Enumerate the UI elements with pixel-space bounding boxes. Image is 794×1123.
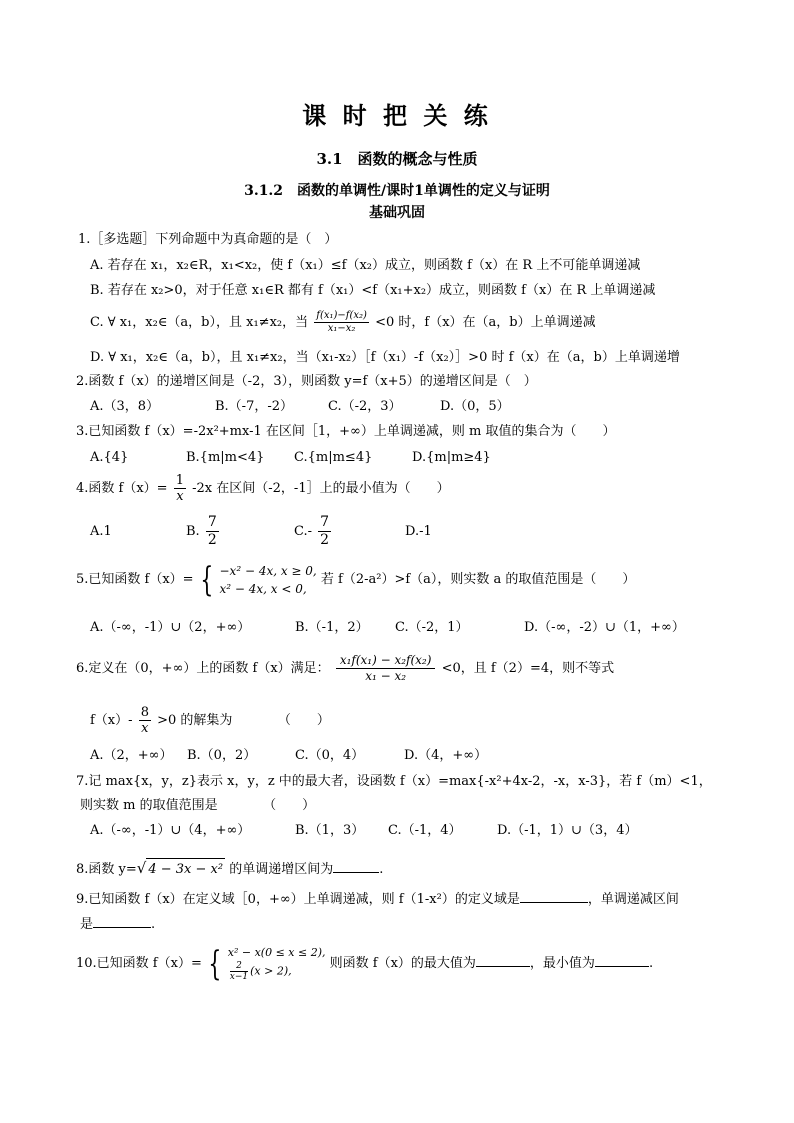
q5-case-2: x² − 4x, x < 0, (219, 581, 307, 596)
q4-option-b (186, 512, 221, 552)
q9-line2-pre: 是 (80, 917, 94, 932)
q9-stem (76, 890, 679, 908)
q3-option-b: B.{m|m<4} (186, 450, 265, 465)
answer-blank[interactable] (595, 954, 649, 967)
q5-piecewise (220, 562, 317, 598)
q8-radicand: 4 − 3x − x² (146, 858, 225, 881)
q8-post: 的单调递增区间为 (229, 862, 334, 877)
fraction-denominator: x (176, 489, 184, 504)
q2-option-b: B.（-7，-2） (215, 399, 294, 414)
q6-option-c: C.（0，4） (295, 748, 365, 763)
q5-stem (76, 558, 635, 602)
q1-option-b: B. 若存在 x₂>0，对于任意 x₁∈R 都有 f（x₁）<f（x₁+x₂）成立，则函数 f（x）在 R 上单调递减 (90, 283, 656, 298)
q8-pre: 8.函数 y= (76, 862, 137, 877)
subsection-heading: 3.1.2 函数的单调性/课时1单调性的定义与证明 (244, 183, 550, 199)
fraction-numerator: 7 (207, 514, 217, 530)
answer-blank[interactable] (476, 954, 530, 967)
q3-stem: 3.已知函数 f（x）=-2x²+mx-1 在区间［1，+∞）上单调递减，则 m 取值的集合为（ ） (76, 424, 616, 439)
q3-option-d: D.{m|m≥4} (412, 450, 491, 465)
q2-option-a: A.（3，8） (90, 399, 160, 414)
answer-blank[interactable] (520, 890, 588, 903)
q6-stem-post: <0，且 f（2）=4，则不等式 (441, 661, 615, 676)
q2-option-c: C.（-2，3） (328, 399, 402, 414)
fraction-numerator: f(x₁)−f(x₂) (316, 310, 367, 321)
q6-line2-post: >0 的解集为 （ ） (157, 713, 330, 728)
part-heading: 基础巩固 (369, 205, 425, 221)
q9-line1-pre: 9.已知函数 f（x）在定义域［0，+∞）上单调递减，则 f（1-x²）的定义域是 (76, 892, 520, 907)
section-heading: 3.1 函数的概念与性质 (316, 150, 478, 168)
fraction-numerator: 8 (140, 705, 149, 720)
q4-option-c (294, 512, 333, 552)
q1-option-c-fraction (314, 310, 369, 335)
left-brace: { (200, 559, 214, 600)
answer-blank[interactable] (333, 860, 379, 873)
q10-piecewise (228, 945, 326, 982)
q3-option-a: A.{4} (90, 450, 129, 465)
q5-case-1: −x² − 4x, x ≥ 0, (219, 563, 317, 578)
q5-option-b: B.（-1，2） (295, 620, 369, 635)
q5-option-a: A.（-∞，-1）∪（2，+∞） (90, 620, 251, 635)
answer-blank[interactable] (93, 915, 151, 928)
q5-stem-pre: 5.已知函数 f（x）= (76, 572, 194, 587)
q1-option-d: D. ∀ x₁，x₂∈（a，b），且 x₁≠x₂，当（x₁-x₂）［f（x₁）-f（x₂）］>0 时 f（x）在（a，b）上单调递增 (90, 350, 680, 365)
left-brace: { (208, 943, 222, 984)
fraction-denominator: x (141, 721, 149, 736)
page-title: 课 时 把 关 练 (302, 101, 492, 130)
fraction-numerator: 1 (175, 473, 184, 488)
q10-case-2 (228, 961, 326, 982)
fraction-denominator: 2 (207, 532, 217, 548)
fraction-denominator: x−1 (229, 972, 249, 982)
q10-pre: 10.已知函数 f（x）= (76, 956, 202, 971)
q4-stem-pre: 4.函数 f（x）= (76, 481, 168, 496)
q10-case-2-fraction (230, 961, 248, 982)
q2-stem: 2.函数 f（x）的递增区间是（-2，3），则函数 y=f（x+5）的递增区间是（ ） (76, 374, 537, 389)
q10-case-1: x² − x(0 ≤ x ≤ 2), (227, 946, 326, 959)
q1-option-c (90, 308, 596, 338)
q4-option-a: A.1 (90, 524, 112, 539)
q6-option-d: D.（4，+∞） (404, 748, 488, 763)
q4-option-b-label: B. (186, 524, 200, 539)
q4-option-d: D.-1 (405, 524, 432, 539)
q6-line2-fraction (139, 705, 151, 736)
fraction-denominator: x₁−x₂ (327, 323, 356, 334)
q4-stem (76, 472, 450, 506)
q7-option-a: A.（-∞，-1）∪（4，+∞） (90, 823, 251, 838)
q1-stem: 1.［多选题］下列命题中为真命题的是（ ） (78, 232, 338, 247)
q6-stem (76, 650, 614, 688)
fraction-numerator: 7 (320, 514, 330, 530)
q4-option-c-label: C.- (294, 524, 313, 539)
q8-stem: 8.函数 y=√ 4 − 3x − x² 的单调递增区间为 . (76, 857, 383, 881)
q4-option-c-fraction (318, 514, 331, 549)
q7-stem-line2: 则实数 m 的取值范围是 （ ） (80, 798, 316, 813)
q10-case-2-condition: (x > 2), (250, 964, 292, 978)
q9-line1-post: ，单调递减区间 (587, 892, 679, 907)
q10-stem: 10.已知函数 f（x）= { x² − x(0 ≤ x ≤ 2), $\frac{2}{x-1}$ (x > 2), 则函数 f（x）的最大值为 ，最小值为 . (76, 943, 654, 984)
q1-option-a: A. 若存在 x₁，x₂∈R，x₁<x₂，使 f（x₁）≤f（x₂）成立，则函数 f（x）在 R 上不可能单调递减 (90, 258, 641, 273)
fraction-numerator: x₁f(x₁) − x₂f(x₂) (336, 653, 436, 669)
fraction-numerator: 2 (230, 961, 248, 972)
q5-option-d: D.（-∞，-2）∪（1，+∞） (524, 620, 685, 635)
q6-stem-fraction (336, 653, 436, 684)
q6-option-b: B.（0，2） (187, 748, 257, 763)
q6-stem-pre: 6.定义在（0，+∞）上的函数 f（x）满足： (76, 661, 330, 676)
fraction-denominator: x₁ − x₂ (365, 669, 407, 683)
fraction-denominator: 2 (320, 532, 330, 548)
q1-option-c-post: <0 时，f（x）在（a，b）上单调递减 (375, 315, 596, 330)
q3-option-c: C.{m|m≤4} (294, 450, 373, 465)
q7-option-d: D.（-1，1）∪（3，4） (497, 823, 638, 838)
q4-stem-post: -2x 在区间（-2，-1］上的最小值为（ ） (192, 481, 450, 496)
q4-option-b-fraction (206, 514, 219, 549)
q7-option-c: C.（-1，4） (388, 823, 462, 838)
q6-line2-pre: f（x）- (90, 713, 133, 728)
q5-option-c: C.（-2，1） (395, 620, 469, 635)
q4-stem-fraction (174, 473, 186, 504)
q6-stem-line2 (90, 704, 330, 738)
q7-option-b: B.（1，3） (295, 823, 365, 838)
q2-option-d: D.（0，5） (440, 399, 510, 414)
q5-stem-post: 若 f（2-a²）>f（a），则实数 a 的取值范围是（ ） (320, 572, 636, 587)
q6-option-a: A.（2，+∞） (90, 748, 173, 763)
q1-option-c-pre: C. ∀ x₁，x₂∈（a，b），且 x₁≠x₂，当 (90, 315, 309, 330)
q10-mid2: ，最小值为 (529, 956, 595, 971)
q7-stem: 7.记 max{x，y，z}表示 x，y，z 中的最大者，设函数 f（x）=max{-x²+4x-2，-x，x-3}，若 f（m）<1， (76, 774, 712, 789)
q9-stem-line2: 是 . (80, 917, 156, 932)
q10-mid: 则函数 f（x）的最大值为 (329, 956, 476, 971)
